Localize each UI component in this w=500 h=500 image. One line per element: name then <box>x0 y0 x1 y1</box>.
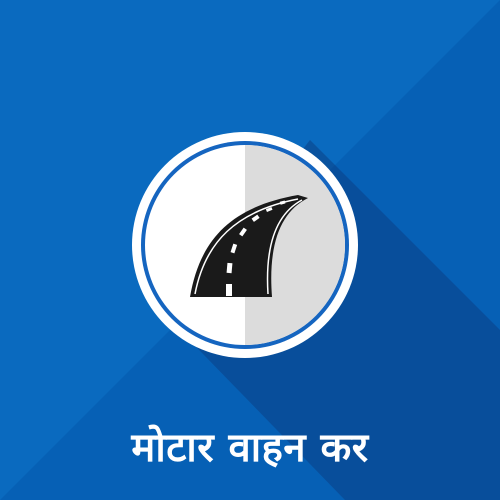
app-title: मोटार वाहन कर <box>131 425 369 471</box>
badge <box>132 132 358 358</box>
